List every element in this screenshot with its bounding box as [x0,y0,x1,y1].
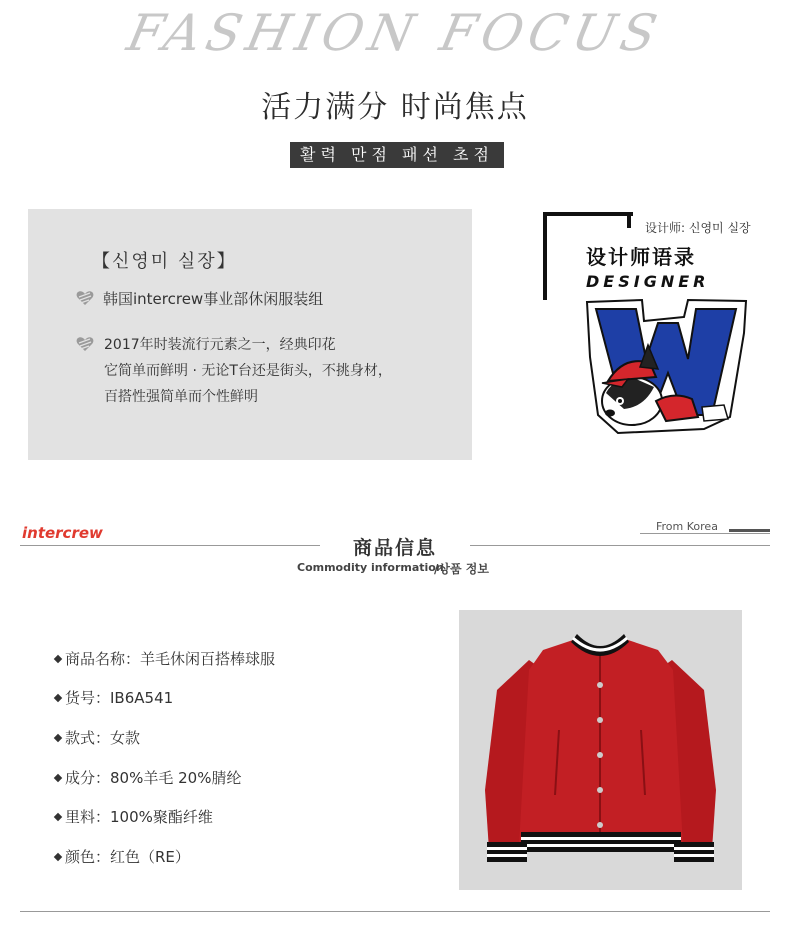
spec-text: 颜色：红色（RE） [65,848,190,866]
brand-logo: intercrew [22,524,103,542]
bullet-icon [54,853,62,861]
spec-item [55,767,241,788]
spec-text: 货号：IB6A541 [65,689,174,707]
hero-title: 活力满分 时尚焦点 [261,90,529,125]
designer-bracket [627,212,631,228]
baseball-jacket-icon [459,610,742,890]
intro-line: 它简单而鲜明 · 无论T台还是街头，不挑身材， [104,363,392,379]
intro-line: 2017年时装流行元素之一，经典印花 [104,337,336,353]
intro-line: 韩国intercrew事业部休闲服装组 [103,290,324,308]
designer-credit: 设计师: 신영미 실장 [645,221,751,235]
designer-script: DESIGNER [586,272,710,291]
hero-script-title: FASHION FOCUS [122,4,668,62]
bullet-icon [54,774,62,782]
spec-item [55,648,275,669]
product-photo [459,610,742,890]
from-korea-label: From Korea [656,520,718,533]
divider [20,911,770,912]
bullet-icon [54,734,62,742]
heart-icon [76,289,94,307]
spec-item [55,846,190,867]
spec-item [55,806,213,827]
spec-text: 成分：80%羊毛 20%腈纶 [65,769,242,787]
spec-item [55,687,173,708]
designer-name: 【신영미 실장】 [92,251,237,272]
divider [729,529,770,532]
hero-subtitle-ko: 활력 만점 패션 초점 [290,142,504,168]
spec-text: 商品名称：羊毛休闲百搭棒球服 [65,650,276,668]
spec-item [55,727,140,748]
intro-line: 百搭性强简单而个性鲜明 [104,389,258,405]
section-subtitle-ko: /상품 정보 [434,562,489,576]
heart-icon [76,335,94,353]
section-title: 商品信息 [352,537,437,559]
bullet-icon [54,655,62,663]
spec-text: 款式：女款 [65,729,141,747]
bullet-icon [54,813,62,821]
bullet-icon [54,694,62,702]
bulldog-mascot-icon [584,297,750,437]
designer-heading: 设计师语录 [586,245,696,269]
spec-text: 里料：100%聚酯纤维 [65,808,213,826]
section-subtitle-en: Commodity information [297,561,444,574]
